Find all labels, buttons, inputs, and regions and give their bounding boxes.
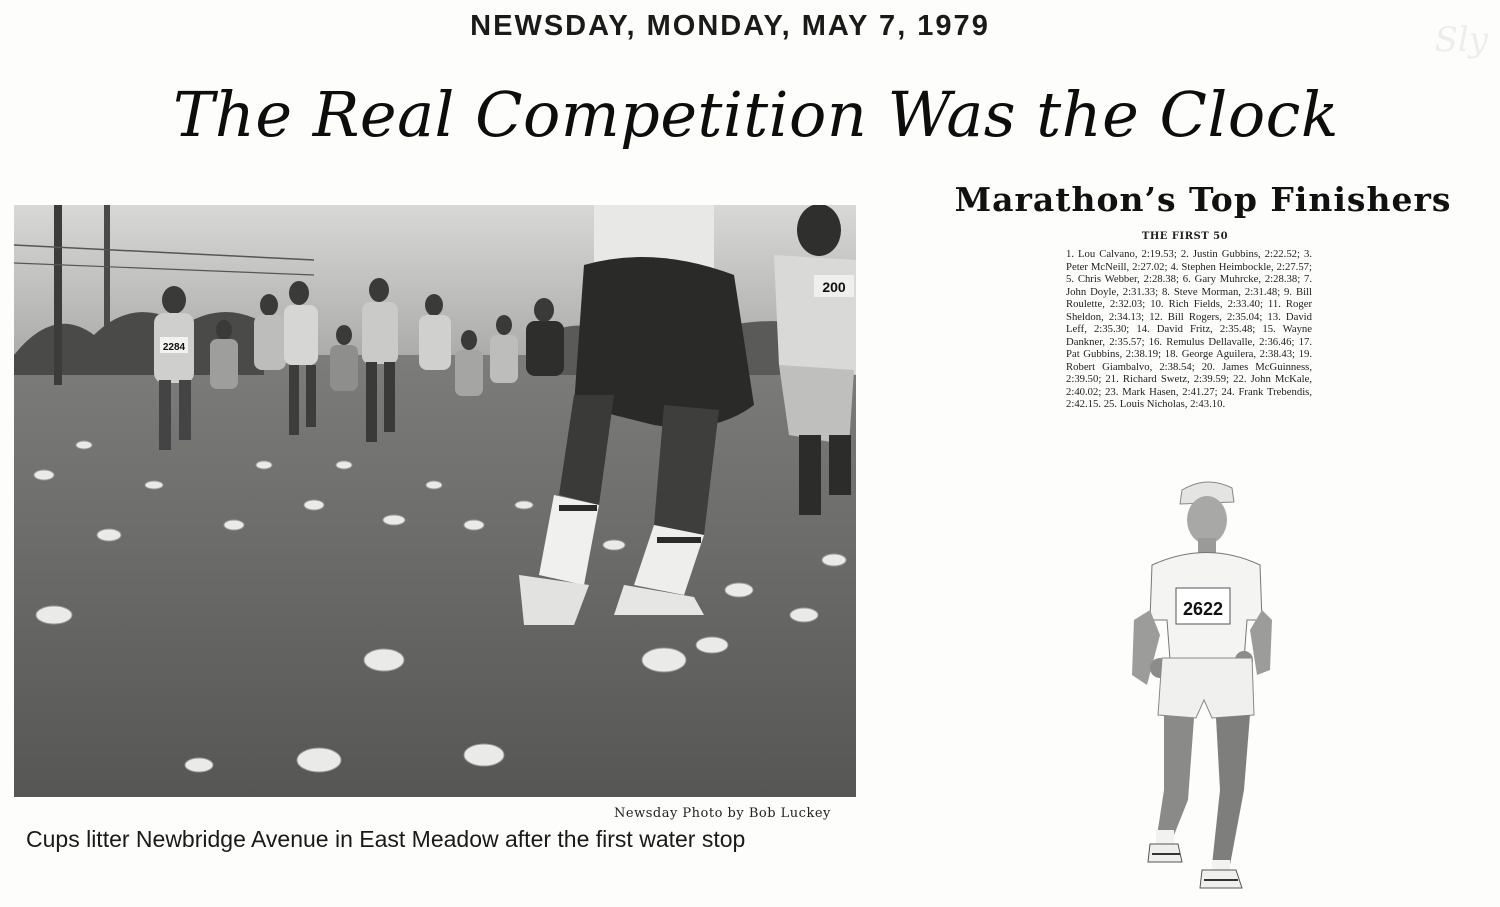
dateline: NEWSDAY, MONDAY, MAY 7, 1979 <box>470 10 990 42</box>
runner-cutout-photo <box>1112 470 1282 900</box>
photo-caption: Cups litter Newbridge Avenue in East Meadow after the first water stop <box>26 826 746 852</box>
headline: The Real Competition Was the Clock <box>173 78 1339 151</box>
sidebar-subtitle: THE FIRST 50 <box>1141 231 1229 242</box>
sidebar-title: Marathon’s Top Finishers <box>954 180 1452 219</box>
marathon-photo-illustration <box>14 205 856 797</box>
bib-number-right: 200 <box>822 279 846 295</box>
bib-number-left: 2284 <box>162 342 186 353</box>
marathon-photo <box>14 205 856 797</box>
runner-illustration <box>1112 470 1282 900</box>
results-list: 1. Lou Calvano, 2:19.53; 2. Justin Gubbins, 2:22.52; 3. Peter McNeill, 2:27.02; 4. Stephen Heimbockle, 2:27.57; 5. Chris Webber, 2:28.38; 6. Gary Muhrcke, 2:28.38; 7. John Doyle, 2:31.33; 8. Steve Morman, 2:31.48; 9. Bill Roulette, 2:32.03; 10. Rich Fields, 2:33.40; 11. Roger Sheldon, 2:34.13; 12. Bill Rogers, 2:35.04; 13. David Leff, 2:35.30; 14. David Fritz, 2:35.48; 15. Wayne Dankner, 2:35.57; 16. Remulus Dellavalle, 2:36.46; 17. Pat Gubbins, 2:38.19; 18. George Aguilera, 2:38.43; 19. Robert Giambalvo, 2:38.54; 20. James McGuinness, 2:39.50; 21. Richard Swetz, 2:39.59; 22. John McKale, 2:40.02; 23. Mark Hasen, 2:41.27; 24. Frank Trebendis, 2:42.15. 25. Louis Nicholas, 2:43.10. <box>1066 248 1312 410</box>
photo-credit: Newsday Photo by Bob Luckey <box>614 806 831 821</box>
runner-bib-number: 2622 <box>1182 599 1224 619</box>
corner-handwritten-mark: Sly <box>1434 20 1488 60</box>
